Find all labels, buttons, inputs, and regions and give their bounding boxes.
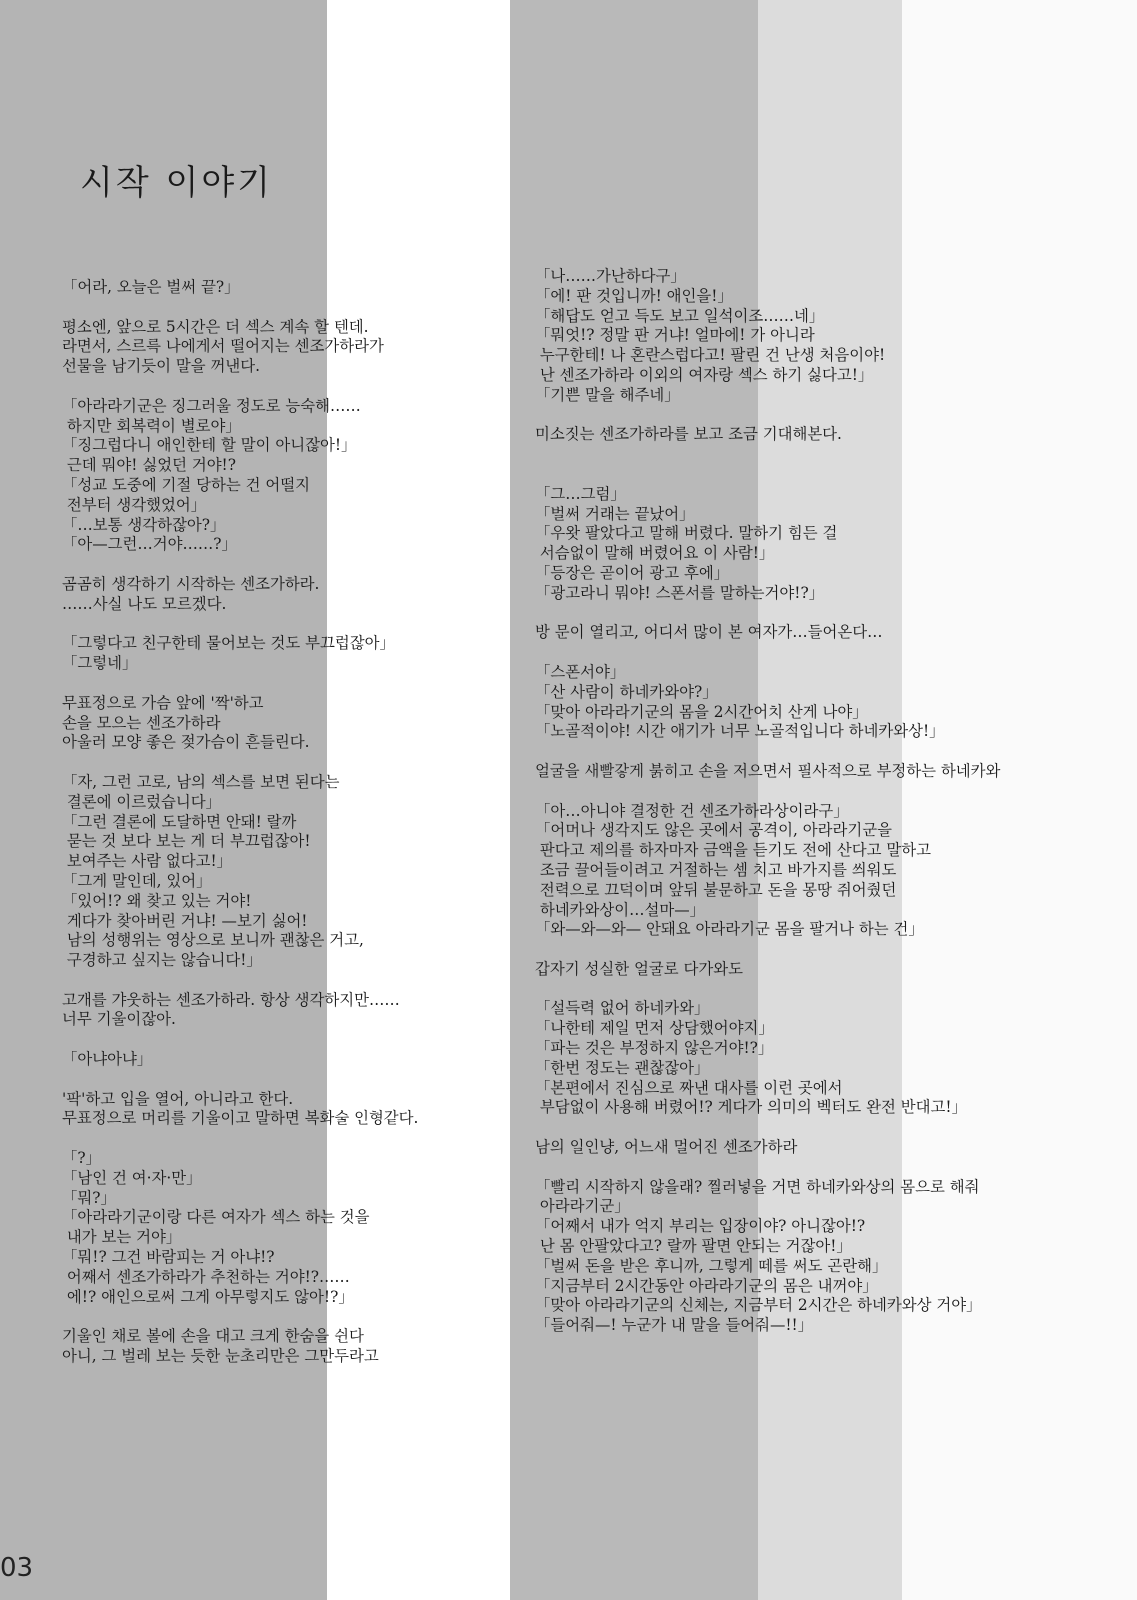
paragraph-gap: [62, 298, 522, 318]
text-line: 「어머나 생각지도 않은 곳에서 공격이, 아라라기군을: [535, 821, 892, 840]
text-line: 「등장은 곧이어 광고 후에」: [535, 563, 730, 582]
paragraph-gap: [535, 604, 1130, 624]
left-text-column: [62, 278, 522, 1367]
text-line: 「그렇다고 친구한테 물어보는 것도 부끄럽잖아」: [62, 634, 395, 653]
paragraph-gap: [62, 1307, 522, 1327]
page-title: 시작 이야기: [80, 163, 274, 203]
text-line: 「벌써 거래는 끝났어」: [535, 504, 695, 523]
text-line: 「설득력 없어 하네카와」: [535, 999, 710, 1018]
text-line: 「파는 것은 부정하지 않은거야!?」: [535, 1039, 774, 1058]
text-line: 하네카와상이…설마—」: [535, 900, 706, 919]
text-line: 하지만 회복력이 별로야」: [62, 416, 241, 435]
text-line: 묻는 것 보다 보는 게 더 부끄럽잖아!: [62, 832, 311, 851]
paragraph-gap: [535, 465, 1130, 485]
text-line: 미소짓는 센조가하라를 보고 조금 기대해본다.: [535, 425, 842, 444]
text-line: 무표정으로 가슴 앞에 '짝'하고: [62, 693, 264, 712]
text-line: 「그…그럼」: [535, 484, 626, 503]
text-line: 「들어줘—! 누군가 내 말을 들어줘—!!」: [535, 1316, 814, 1335]
paragraph-gap: [62, 971, 522, 991]
text-line: 「아냐아냐」: [62, 1050, 153, 1069]
text-line: 기울인 채로 볼에 손을 대고 크게 한숨을 쉰다: [62, 1327, 364, 1346]
paragraph-gap: [535, 782, 1130, 802]
text-line: 「어째서 내가 억지 부리는 입장이야? 아니잖아!?: [535, 1217, 866, 1236]
text-line: 「스폰서야」: [535, 662, 626, 681]
paragraph-gap: [62, 753, 522, 773]
text-line: 「본편에서 진심으로 짜낸 대사를 이런 곳에서: [535, 1078, 843, 1097]
text-line: 「벌써 돈을 받은 후니까, 그렇게 떼를 써도 곤란해」: [535, 1256, 888, 1275]
text-line: 아울러 모양 좋은 젖가슴이 흔들린다.: [62, 733, 310, 752]
text-line: 아라라기군」: [535, 1197, 630, 1216]
paragraph-gap: [535, 643, 1130, 663]
text-line: 구경하고 싶지는 않습니다!」: [62, 951, 262, 970]
text-line: 「?」: [62, 1149, 102, 1168]
text-line: 남의 성행위는 영상으로 보니까 괜찮은 거고,: [62, 931, 364, 950]
text-line: 보여주는 사람 없다고!」: [62, 852, 233, 871]
paragraph-gap: [535, 940, 1130, 960]
text-line: 전력으로 끄덕이며 앞뒤 불문하고 돈을 몽땅 쥐어줬던: [535, 880, 897, 899]
paragraph-gap: [62, 615, 522, 635]
text-line: 갑자기 성실한 얼굴로 다가와도: [535, 959, 743, 978]
text-line: 「남인 건 여·자·만」: [62, 1168, 202, 1187]
text-line: 부담없이 사용해 버렸어!? 게다가 의미의 벡터도 완전 반대고!」: [535, 1098, 967, 1117]
text-line: 근데 뭐야! 싫었던 거야!?: [62, 456, 236, 475]
text-line: 아니, 그 벌레 보는 듯한 눈초리만은 그만두라고: [62, 1347, 379, 1366]
text-line: 게다가 찾아버린 거냐! —보기 싫어!: [62, 911, 308, 930]
paragraph-gap: [535, 742, 1130, 762]
text-line: 「맞아 아라라기군의 몸을 2시간어치 산게 나야」: [535, 702, 868, 721]
text-line: 「나……가난하다구」: [535, 267, 686, 285]
text-line: 라면서, 스르륵 나에게서 떨어지는 센조가하라가: [62, 337, 384, 356]
text-line: 고개를 갸웃하는 센조가하라. 항상 생각하지만……: [62, 990, 400, 1009]
text-line: 「뭐!? 그건 바람피는 거 아냐!?: [62, 1248, 275, 1267]
paragraph-gap: [535, 445, 1130, 465]
text-line: 손을 모으는 센조가하라: [62, 713, 221, 732]
paragraph-gap: [62, 377, 522, 397]
text-line: 「한번 정도는 괜찮잖아」: [535, 1058, 710, 1077]
text-line: 「광고라니 뭐야! 스폰서를 말하는거야!?」: [535, 583, 825, 602]
text-line: 「어라, 오늘은 벌써 끝?」: [62, 278, 240, 296]
text-line: 결론에 이르렀습니다」: [62, 792, 221, 811]
text-line: 내가 보는 거야」: [62, 1228, 182, 1247]
text-line: 「나한테 제일 먼저 상담했어야지」: [535, 1019, 774, 1038]
text-line: 「에! 판 것입니까! 애인을!」: [535, 286, 733, 305]
text-line: 「빨리 시작하지 않을래? 찔러넣을 거면 하네카와상의 몸으로 해줘: [535, 1177, 980, 1196]
paragraph-gap: [62, 1129, 522, 1149]
text-line: 판다고 제의를 하자마자 금액을 듣기도 전에 산다고 말하고: [535, 841, 931, 860]
text-line: 「해답도 얻고 득도 보고 일석이조……네」: [535, 306, 825, 325]
text-line: 「자, 그런 고로, 남의 섹스를 보면 된다는: [62, 772, 340, 791]
text-line: 조금 끌어들이려고 거절하는 셈 치고 바가지를 씌워도: [535, 860, 897, 879]
text-line: 무표정으로 머리를 기울이고 말하면 복화술 인형같다.: [62, 1109, 419, 1128]
text-line: 「지금부터 2시간동안 아라라기군의 몸은 내꺼야」: [535, 1276, 878, 1295]
text-line: 「아—그런…거야……?」: [62, 535, 237, 554]
text-line: 난 몸 안팔았다고? 랄까 팔면 안되는 거잖아!」: [535, 1237, 852, 1256]
text-line: 「아라라기군이랑 다른 여자가 섹스 하는 것을: [62, 1208, 370, 1227]
text-line: 「아…아니야 결정한 건 센조가하라상이라구」: [535, 801, 849, 820]
text-line: 너무 기울이잖아.: [62, 1010, 176, 1029]
text-line: 「…보통 생각하잖아?」: [62, 515, 226, 534]
text-line: 「아라라기군은 징그러울 정도로 능숙해……: [62, 396, 361, 415]
text-line: 「있어!? 왜 찾고 있는 거야!: [62, 891, 252, 910]
paragraph-gap: [62, 1070, 522, 1090]
text-line: 평소엔, 앞으로 5시간은 더 섹스 계속 할 텐데.: [62, 317, 369, 336]
text-line: 「우왓 팔았다고 말해 버렸다. 말하기 힘든 걸: [535, 524, 838, 543]
text-line: 「그렇네」: [62, 654, 138, 673]
text-line: 곰곰히 생각하기 시작하는 센조가하라.: [62, 574, 320, 593]
text-line: 「맞아 아라라기군의 신체는, 지금부터 2시간은 하네카와상 거야」: [535, 1296, 982, 1315]
paragraph-gap: [535, 1158, 1130, 1178]
paragraph-gap: [535, 1118, 1130, 1138]
text-line: 어째서 센조가하라가 추천하는 거야!?……: [62, 1267, 350, 1286]
text-line: 얼굴을 새빨갛게 붉히고 손을 저으면서 필사적으로 부정하는 하네카와: [535, 761, 1001, 780]
text-line: '팍'하고 입을 열어, 아니라고 한다.: [62, 1089, 294, 1108]
text-line: 에!? 애인으로써 그게 아무렇지도 않아!?」: [62, 1287, 354, 1306]
text-line: 「그게 말인데, 있어」: [62, 871, 212, 890]
text-line: 「산 사람이 하네카와야?」: [535, 682, 718, 701]
text-line: ……사실 나도 모르겠다.: [62, 594, 227, 613]
text-line: 「뭐?」: [62, 1188, 116, 1207]
text-line: 「와—와—와— 안돼요 아라라기군 몸을 팔거나 하는 건」: [535, 920, 924, 939]
text-line: 선물을 남기듯이 말을 꺼낸다.: [62, 357, 260, 376]
paragraph-gap: [535, 980, 1130, 1000]
text-line: 「징그럽다니 애인한테 할 말이 아니잖아!」: [62, 436, 357, 455]
text-line: 「뭐엇!? 정말 판 거냐! 얼마에! 가 아니라: [535, 326, 815, 345]
paragraph-gap: [62, 555, 522, 575]
text-line: 「노골적이야! 시간 애기가 너무 노골적입니다 하네카와상!」: [535, 722, 945, 741]
paragraph-gap: [62, 674, 522, 694]
text-line: 「성교 도중에 기절 당하는 건 어떨지: [62, 475, 310, 494]
text-line: 누구한테! 나 혼란스럽다고! 팔린 건 난생 처음이야!: [535, 346, 886, 365]
right-text-column: [535, 267, 1130, 1336]
text-line: 서슴없이 말해 버렸어요 이 사람!」: [535, 544, 775, 563]
text-line: 「그런 결론에 도달하면 안돼! 랄까: [62, 812, 297, 831]
text-line: 방 문이 열리고, 어디서 많이 본 여자가…들어온다…: [535, 623, 883, 642]
paragraph-gap: [62, 1030, 522, 1050]
text-line: 난 센조가하라 이외의 여자랑 섹스 하기 싫다고!」: [535, 365, 874, 384]
text-line: 전부터 생각했었어」: [62, 495, 207, 514]
text-line: 「기쁜 말을 해주네」: [535, 385, 680, 404]
text-line: 남의 일인냥, 어느새 멀어진 센조가하라: [535, 1138, 798, 1157]
page-number: 03: [0, 1553, 34, 1583]
paragraph-gap: [535, 406, 1130, 426]
